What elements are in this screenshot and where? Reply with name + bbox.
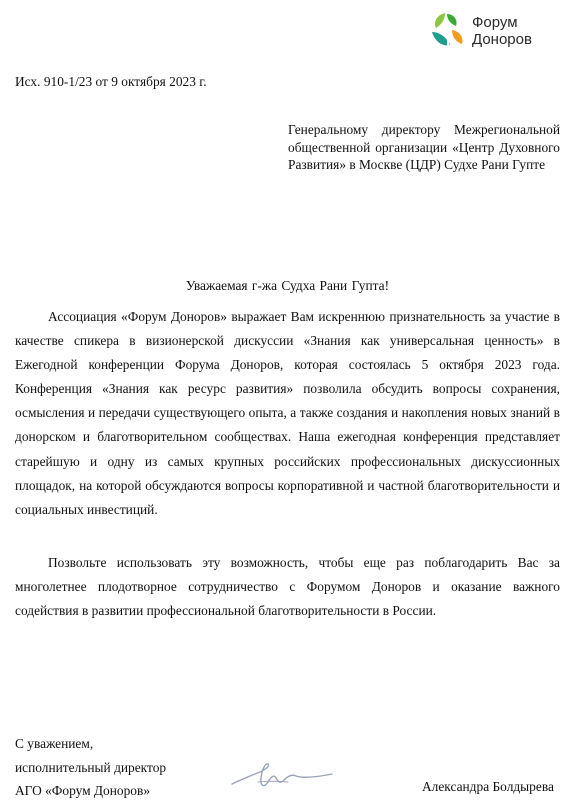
logo-text-line1: Форум — [472, 14, 518, 31]
forum-donorov-logo — [428, 10, 568, 52]
logo-text-line2: Доноров — [472, 31, 532, 48]
closing-regards: С уважением, — [15, 736, 94, 751]
closing-organization: АГО «Форум Доноров» — [15, 783, 151, 798]
body-paragraph-2: Позвольте использовать эту возможность, чтобы еще раз поблагодарить Вас за многолетнее плодотворное сотрудничество с Форумом Доноров и оказание важного содействия в развитии профессиональной благотворительности в России. — [15, 555, 560, 619]
logo-wordmark — [472, 14, 532, 48]
logo-mark-icon — [428, 10, 468, 52]
addressee-block: Генеральному директору Межрегиональной общественной организации «Центр Духовного Развития» в Москве (ЦДР) Судхе Рани Гупте — [288, 122, 560, 172]
closing-position: исполнительный директор — [15, 759, 167, 775]
salutation: Уважаемая г-жа Судха Рани Гупта! — [185, 278, 390, 293]
closing-block — [15, 732, 166, 803]
signer-name: Александра Болдырева — [422, 779, 554, 794]
outgoing-reference: Исх. 910-1/23 от 9 октября 2023 г. — [15, 74, 207, 89]
handwritten-signature — [228, 760, 338, 798]
body-paragraph-1: Ассоциация «Форум Доноров» выражает Вам искреннюю признательность за участие в качестве спикера в визионерской дискуссии «Знания как универсальная ценность» в Ежегодной конференции Форума Доноров, которая состоялась 5 октября 2023 года. Конференция «Знания как ресурс развития» позволила обсудить вопросы сохранения, осмысления и передачи существующего опыта, а также создания и накопления новых знаний в донорском и благотворительном сообществах. Наша ежегодная конференция представляет старейшую и одну из самых крупных российских профессиональных дискуссионных площадок, на которой обсуждаются вопросы корпоративной и частной благотворительности и социальных инвестиций. — [15, 309, 560, 517]
signature-icon — [228, 760, 338, 794]
